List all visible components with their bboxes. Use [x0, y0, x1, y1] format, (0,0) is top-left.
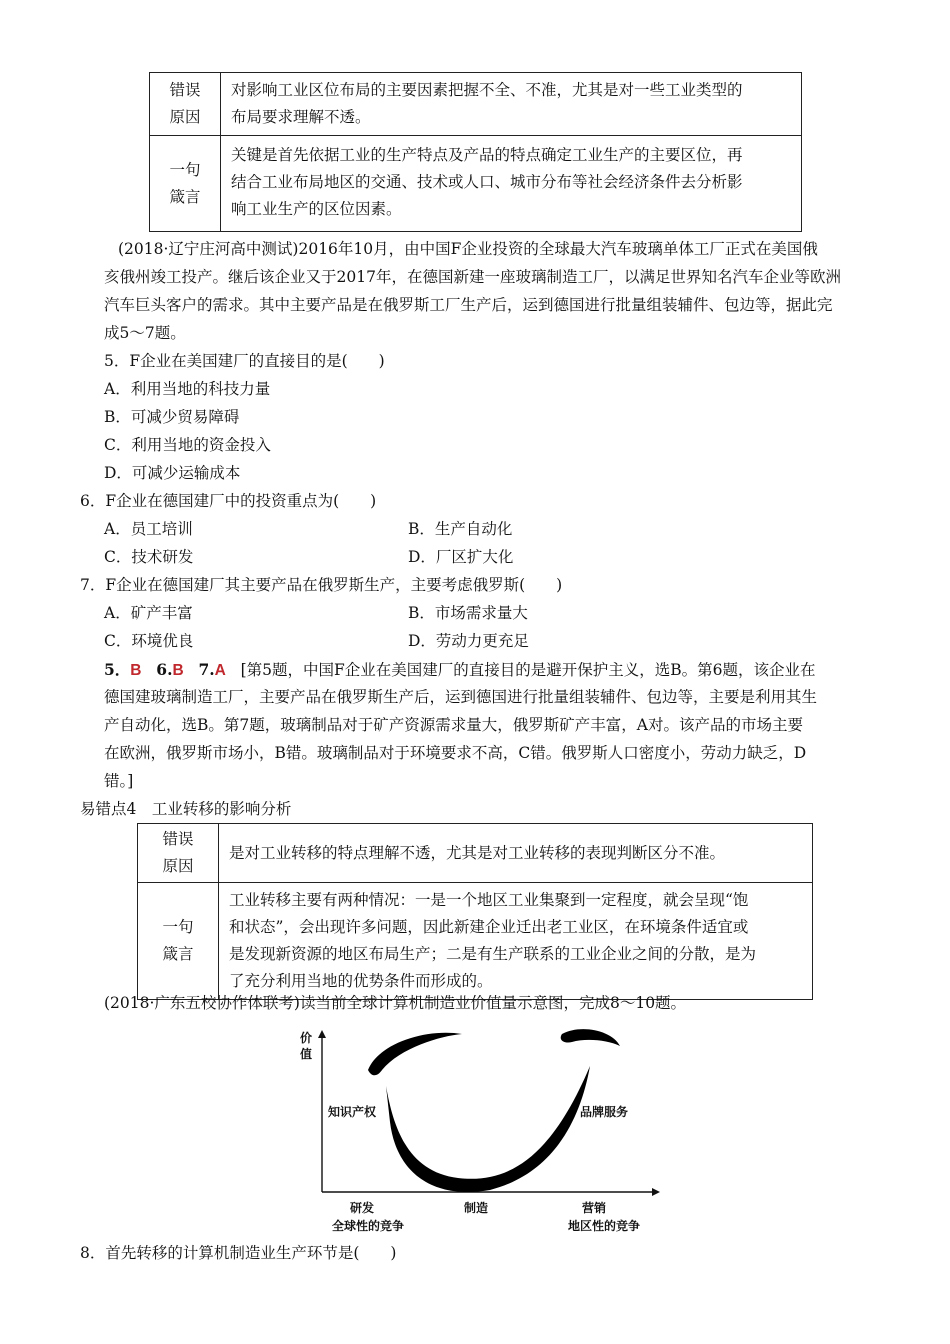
smile-left-arc	[368, 1033, 462, 1076]
error-note-table-1	[149, 72, 802, 232]
intro-line: 成5～7题。	[104, 324, 186, 342]
head-line: 箴言	[169, 187, 201, 206]
row-content-motto	[221, 136, 802, 232]
answer-first-line	[104, 656, 816, 684]
intro-line: 汽车巨头客户的需求。其中主要产品是在俄罗斯工厂生产后，运到德国进行批量组装辅件、包边等，据此完	[104, 296, 833, 314]
answer-line: 在欧洲，俄罗斯市场小，B错。玻璃制品对于环境要求不高，C错。俄罗斯人口密度小，劳动力缺乏，D	[104, 744, 807, 762]
row-content-cause	[221, 73, 802, 136]
answer-num-6: 6.	[156, 660, 173, 679]
head-line: 一句	[162, 918, 194, 936]
x-tick-rnd: 研发	[350, 1201, 375, 1215]
q6-option-d[interactable]: D．厂区扩大化	[408, 548, 514, 566]
error-note-table-2	[137, 823, 813, 1000]
section-heading: 易错点4 工业转移的影响分析	[80, 800, 292, 818]
answer-num-7: 7.	[198, 660, 215, 679]
answer-line: 错。]	[104, 772, 134, 790]
smile-curve-figure	[290, 1022, 670, 1236]
row-head-cause	[138, 824, 219, 883]
row-head-motto	[150, 136, 221, 232]
smile-curve	[386, 1066, 590, 1192]
intro-line: (2018·辽宁庄河高中测试)2016年10月，由中国F企业投资的全球最大汽车玻璃单体工厂正式在美国俄	[118, 240, 818, 258]
head-line: 错误	[169, 81, 201, 99]
head-line: 原因	[162, 857, 194, 875]
head-line: 一句	[169, 160, 201, 179]
content-line: 布局要求理解不透。	[231, 108, 371, 126]
answer-num-5: 5．	[104, 660, 131, 679]
y-axis-label: 价	[300, 1031, 313, 1045]
x-sub-global: 全球性的竞争	[332, 1219, 405, 1233]
content-line: 关键是首先依据工业的生产特点及产品的特点确定工业生产的主要区位，再	[231, 146, 743, 164]
q5-option-a[interactable]: A．利用当地的科技力量	[104, 380, 271, 398]
row-head-motto	[138, 883, 219, 1000]
q6-option-c[interactable]: C．技术研发	[104, 548, 194, 566]
q7-option-b[interactable]: B．市场需求量大	[408, 604, 528, 622]
intro-line: 亥俄州竣工投产。继后该企业又于2017年，在德国新建一座玻璃制造工厂，以满足世界知名汽车企业等欧洲	[104, 268, 841, 286]
row-head-cause	[150, 73, 221, 136]
question-6-stem: 6．F企业在德国建厂中的投资重点为( )	[80, 492, 377, 510]
content-line: 和状态”，会出现许多问题，因此新建企业迁出老工业区，在环境条件适宜或	[229, 918, 749, 936]
row-content-motto	[219, 883, 813, 1000]
answer-line: 德国建玻璃制造工厂，主要产品在俄罗斯生产后，运到德国进行批量组装辅件、包边等，主要是利用其生	[104, 688, 818, 706]
q5-option-c[interactable]: C．利用当地的资金投入	[104, 436, 271, 454]
content-line: 结合工业布局地区的交通、技术或人口、城市分布等社会经济条件去分析影	[231, 173, 743, 191]
q5-option-b[interactable]: B．可减少贸易障碍	[104, 408, 240, 426]
q7-option-d[interactable]: D．劳动力更充足	[408, 632, 529, 650]
question-7-stem: 7．F企业在德国建厂其主要产品在俄罗斯生产，主要考虑俄罗斯( )	[80, 576, 563, 594]
answer-explanation: [第5题，中国F企业在美国建厂的直接目的是避开保护主义，选B。第6题，该企业在	[240, 661, 816, 679]
y-axis-arrow	[318, 1030, 326, 1038]
question-8-stem: 8．首先转移的计算机制造业生产环节是( )	[80, 1244, 397, 1262]
label-brand-service: 品牌服务	[580, 1105, 629, 1119]
answer-7: A	[214, 662, 226, 679]
answer-6: B	[172, 662, 184, 679]
head-line: 箴言	[162, 945, 194, 963]
figure-intro: (2018·广东五校协作体联考)读当前全球计算机制造业价值量示意图，完成8～10题。	[104, 994, 687, 1012]
x-tick-marketing: 营销	[582, 1201, 607, 1215]
question-5-stem: 5．F企业在美国建厂的直接目的是( )	[104, 352, 385, 370]
content-line: 工业转移主要有两种情况：一是一个地区工业集聚到一定程度，就会呈现“饱	[229, 891, 749, 909]
answer-line: 产自动化，选B。第7题，玻璃制品对于矿产资源需求量大，俄罗斯矿产丰富，A对。该产品的市场主要	[104, 716, 803, 734]
smile-right-eyebrow	[561, 1029, 620, 1046]
answer-5: B	[130, 662, 142, 679]
head-line: 原因	[169, 108, 201, 126]
content-line: 了充分利用当地的优势条件而形成的。	[229, 972, 493, 990]
content-line: 是发现新资源的地区布局生产；二是有生产联系的工业企业之间的分散，是为	[229, 945, 757, 963]
q7-option-a[interactable]: A．矿产丰富	[104, 604, 193, 622]
y-axis-label: 值	[300, 1047, 313, 1061]
x-axis-arrow	[652, 1188, 660, 1196]
label-intellectual-property: 知识产权	[328, 1105, 377, 1119]
head-line: 错误	[162, 830, 194, 848]
x-sub-regional: 地区性的竞争	[568, 1219, 641, 1233]
content-line: 响工业生产的区位因素。	[231, 200, 402, 218]
content-line: 是对工业转移的特点理解不透，尤其是对工业转移的表现判断区分不准。	[229, 843, 726, 862]
q6-option-b[interactable]: B．生产自动化	[408, 520, 513, 538]
q5-option-d[interactable]: D．可减少运输成本	[104, 464, 241, 482]
q6-option-a[interactable]: A．员工培训	[104, 520, 193, 538]
x-tick-manufacturing: 制造	[464, 1201, 489, 1215]
row-content-cause	[219, 824, 813, 883]
q7-option-c[interactable]: C．环境优良	[104, 632, 194, 650]
content-line: 对影响工业区位布局的主要因素把握不全、不准，尤其是对一些工业类型的	[231, 81, 743, 99]
